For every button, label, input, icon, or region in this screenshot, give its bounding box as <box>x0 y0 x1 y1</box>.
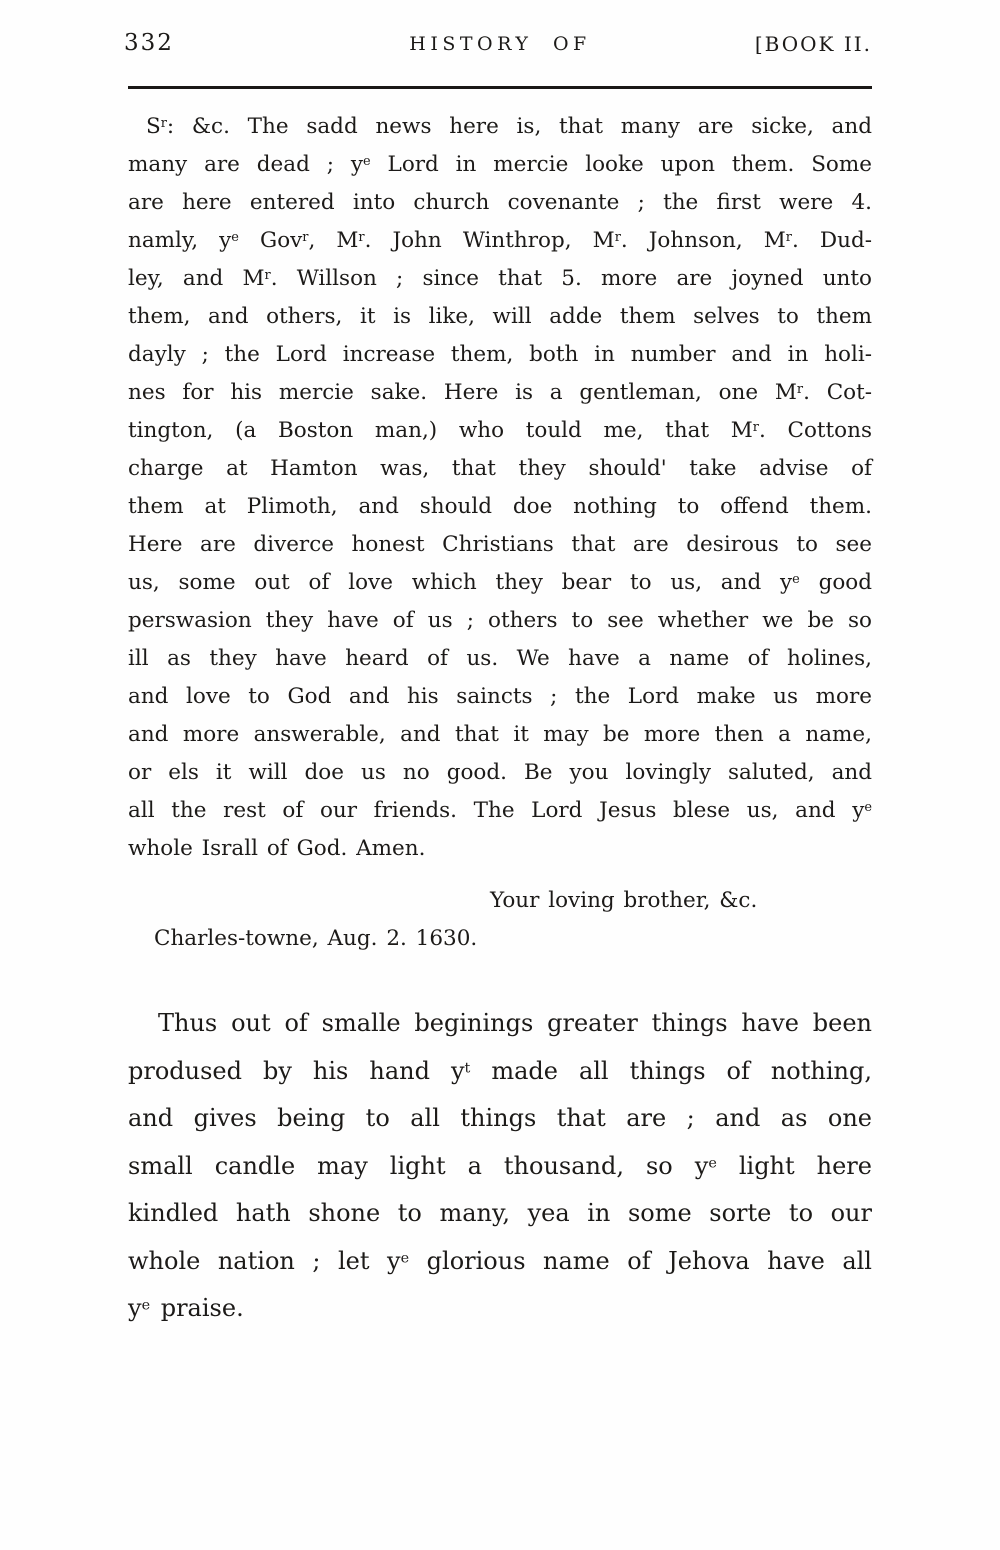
text-line: $y^e$ praise. <box>128 1294 244 1322</box>
text-line: prodused by his hand $y^t$ made all things of nothing, <box>128 1056 872 1085</box>
text-line: Thus out of smalle beginings greater things have been <box>158 1009 872 1037</box>
text-line: ill as they have heard of us. We have a name of holines, <box>128 646 872 671</box>
text-line: nes for his mercie sake. Here is a gentleman, one $M^r$. Cot- <box>128 380 872 405</box>
text-line: us, some out of love which they bear to us, and $y^e$ good <box>128 570 872 595</box>
closing-paragraph <box>128 1000 872 1333</box>
page-header <box>124 30 872 58</box>
text-line: them at Plimoth, and should doe nothing to offend them. <box>128 494 872 519</box>
text-line: many are dead ; $y^e$ Lord in mercie looke upon them. Some <box>128 152 872 177</box>
running-title: HISTORY OF <box>409 33 591 55</box>
text-line: and gives being to all things that are ; and as one <box>128 1104 872 1132</box>
letter-dateline: Charles-towne, Aug. 2. 1630. <box>154 926 478 951</box>
text-line: ley, and $M^r$. Willson ; since that 5. more are joyned unto <box>128 266 872 291</box>
letter-closing: Your loving brother, &c. <box>490 888 758 913</box>
text-line: and more answerable, and that it may be more then a name, <box>128 722 872 747</box>
letter-lines <box>128 108 872 868</box>
header-rule <box>128 86 872 89</box>
text-line: whole nation ; let $y^e$ glorious name of Jehova have all <box>128 1246 872 1275</box>
text-line: kindled hath shone to many, yea in some sorte to our <box>128 1199 872 1227</box>
text-line: Here are diverce honest Christians that are desirous to see <box>128 532 872 557</box>
text-line: tington, (a Boston man,) who tould me, that $M^r$. Cottons <box>128 418 872 443</box>
text-line: namly, $y^e$ Gov$^r$, $M^r$. John Winthrop, $M^r$. Johnson, $M^r$. Dud- <box>128 228 872 253</box>
text-line: or els it will doe us no good. Be you lovingly saluted, and <box>128 760 872 785</box>
text-line: are here entered into church covenante ; the first were 4. <box>128 190 872 215</box>
text-line: charge at Hamton was, that they should' take advise of <box>128 456 872 481</box>
text-line: them, and others, it is like, will adde them selves to them <box>128 304 872 329</box>
book-label: [BOOK II. <box>754 32 872 56</box>
text-line: $S^r$: &c. The sadd news here is, that many are sicke, and <box>146 114 872 139</box>
letter-body <box>128 108 872 958</box>
text-line: and love to God and his saincts ; the Lord make us more <box>128 684 872 709</box>
closing-paragraph-lines <box>128 1000 872 1333</box>
text-line: dayly ; the Lord increase them, both in number and in holi- <box>128 342 872 367</box>
page-number: 332 <box>124 30 174 56</box>
text-line: small candle may light a thousand, so $y^e$ light here <box>128 1151 872 1180</box>
text-line: all the rest of our friends. The Lord Jesus blese us, and $y^e$ <box>128 798 872 823</box>
text-line: perswasion they have of us ; others to see whether we be so <box>128 608 872 633</box>
text-line: whole Israll of God. Amen. <box>128 836 426 861</box>
